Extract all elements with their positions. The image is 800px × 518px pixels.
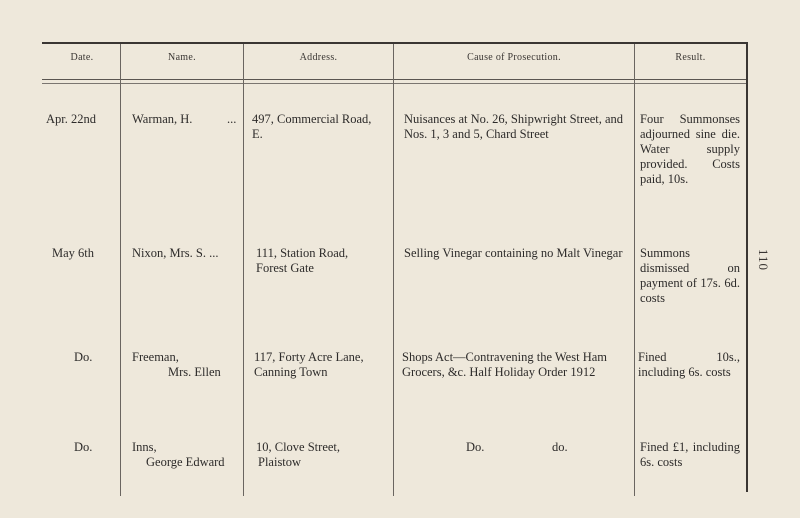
row-result: Summons dismissed on payment of 17s. 6d. costs [640, 246, 740, 305]
row-date: Do. [74, 440, 93, 454]
header-rule [42, 79, 748, 80]
row-date: Do. [74, 350, 93, 364]
row-address-line1: 10, Clove Street, [256, 440, 341, 454]
row-cause-ditto: Do. [466, 440, 485, 454]
row-address-line2: E. [252, 127, 263, 141]
row-cause-ditto-lower: do. [552, 440, 568, 454]
row-address-line2: Plaistow [258, 455, 302, 469]
row-name-text: Warman, H. [132, 112, 193, 126]
row-name [132, 246, 242, 261]
row-address-line1: 117, Forty Acre Lane, [254, 350, 364, 364]
row-name-text: Nixon, Mrs. S. [132, 246, 206, 260]
column-header-date: Date. [70, 52, 94, 63]
row-name-line1: Freeman, [132, 350, 179, 364]
row-address-line2: Forest Gate [256, 261, 314, 275]
row-address-line2: Canning Town [254, 365, 328, 379]
leader-dots: ... [227, 112, 237, 126]
row-result: Fined 10s., including 6s. costs [638, 350, 740, 379]
row-address [256, 440, 392, 470]
column-divider [120, 44, 121, 496]
row-address-line1: 111, Station Road, [256, 246, 349, 260]
row-name [132, 112, 242, 127]
column-header-address: Address. [299, 52, 338, 63]
row-result: Four Summonses adjourned sine die. Water supply provided. Costs paid, 10s. [640, 112, 740, 186]
row-address [252, 112, 392, 142]
header-double-rule [42, 83, 748, 84]
row-address [254, 350, 392, 380]
row-result: Fined £1, including 6s. costs [640, 440, 740, 469]
row-date: May 6th [52, 246, 95, 260]
right-border [746, 44, 748, 492]
row-cause: Shops Act—Contravening the West Ham Grocers, &c. Half Holiday Order 1912 [402, 350, 607, 379]
leader-dots: ... [209, 246, 219, 260]
column-header-name: Name. [168, 52, 196, 63]
row-cause: Selling Vinegar containing no Malt Vinegar [404, 246, 623, 260]
row-date: Apr. 22nd [46, 112, 96, 126]
column-header-cause: Cause of Prosecution. [467, 52, 561, 63]
column-divider [634, 44, 635, 496]
page-number: 110 [756, 248, 772, 272]
column-header-result: Result. [675, 52, 706, 63]
row-cause: Nuisances at No. 26, Shipwright Street, and Nos. 1, 3 and 5, Chard Street [404, 112, 624, 141]
column-divider [393, 44, 394, 496]
top-rule [42, 42, 748, 44]
row-address [256, 246, 392, 276]
row-name-line2: George Edward [146, 455, 225, 469]
row-name-line1: Inns, [132, 440, 157, 454]
row-name-line2: Mrs. Ellen [168, 365, 221, 379]
row-name [132, 350, 242, 380]
column-divider [243, 44, 244, 496]
row-address-line1: 497, Commercial Road, [252, 112, 372, 126]
row-name [132, 440, 242, 470]
